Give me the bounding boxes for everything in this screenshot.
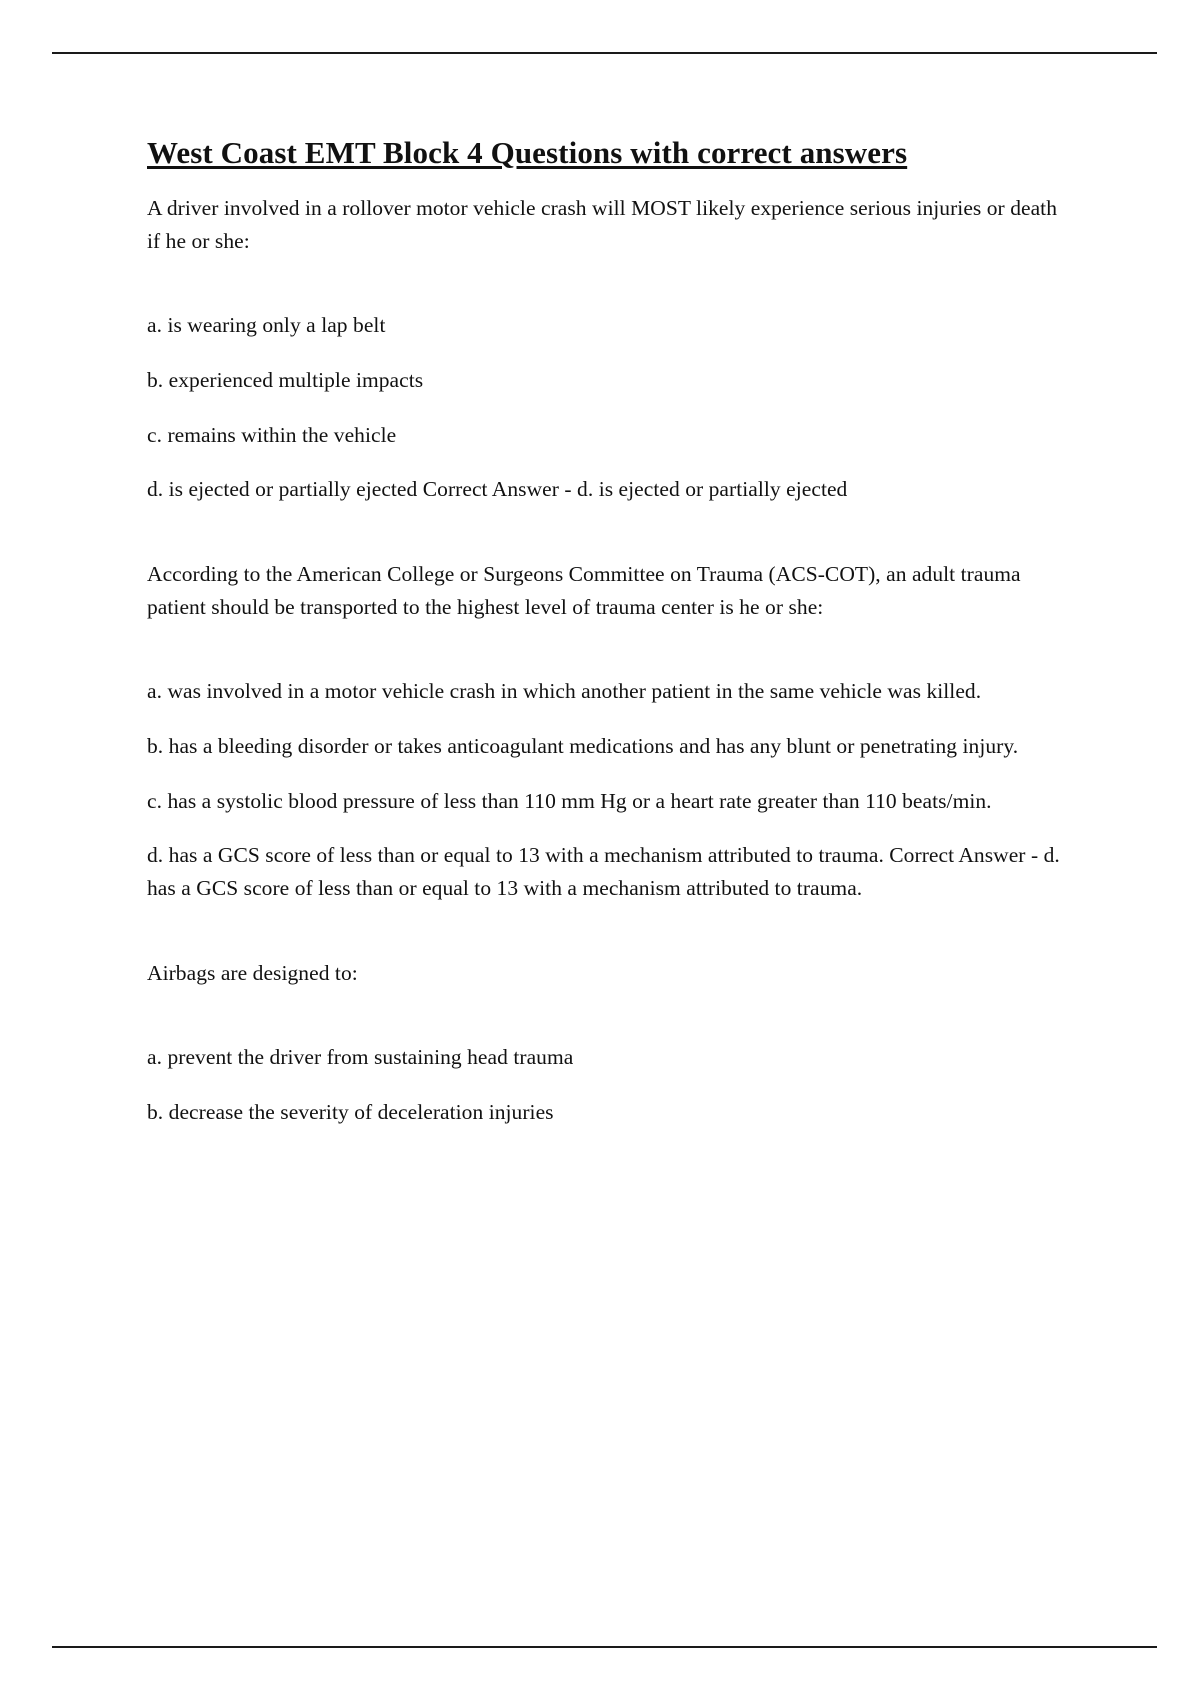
answer-option-correct: d. is ejected or partially ejected Correct Answer - d. is ejected or partially ejected	[147, 477, 848, 502]
question-text: A driver involved in a rollover motor vehicle crash will MOST likely experience serious injuries or death if he or she:	[147, 195, 1058, 253]
question-text: According to the American College or Surgeons Committee on Trauma (ACS-COT), an adult trauma patient should be transported to the highest level of trauma center is he or she:	[147, 561, 1021, 619]
page-bottom-rule	[52, 1646, 1157, 1648]
answer-option: b. has a bleeding disorder or takes anticoagulant medications and has any blunt or penetrating injury.	[147, 733, 1019, 758]
document-body	[147, 130, 1067, 1151]
answer-option: a. was involved in a motor vehicle crash in which another patient in the same vehicle was killed.	[147, 679, 982, 704]
answer-option: a. is wearing only a lap belt	[147, 313, 386, 338]
answer-option: c. has a systolic blood pressure of less than 110 mm Hg or a heart rate greater than 110 beats/min.	[147, 788, 992, 813]
answer-option: a. prevent the driver from sustaining head trauma	[147, 1045, 574, 1070]
answer-option-correct: d. has a GCS score of less than or equal to 13 with a mechanism attributed to trauma. Correct Answer - d. has a GCS score of less than or equal to 13 with a mechanism attributed to trauma.	[147, 843, 1060, 900]
answer-option: b. experienced multiple impacts	[147, 367, 424, 392]
page-top-rule	[52, 52, 1157, 54]
page-title: West Coast EMT Block 4 Questions with correct answers	[147, 135, 908, 170]
answer-option: b. decrease the severity of deceleration injuries	[147, 1099, 554, 1124]
question-text: Airbags are designed to:	[147, 960, 358, 985]
answer-option: c. remains within the vehicle	[147, 422, 397, 447]
